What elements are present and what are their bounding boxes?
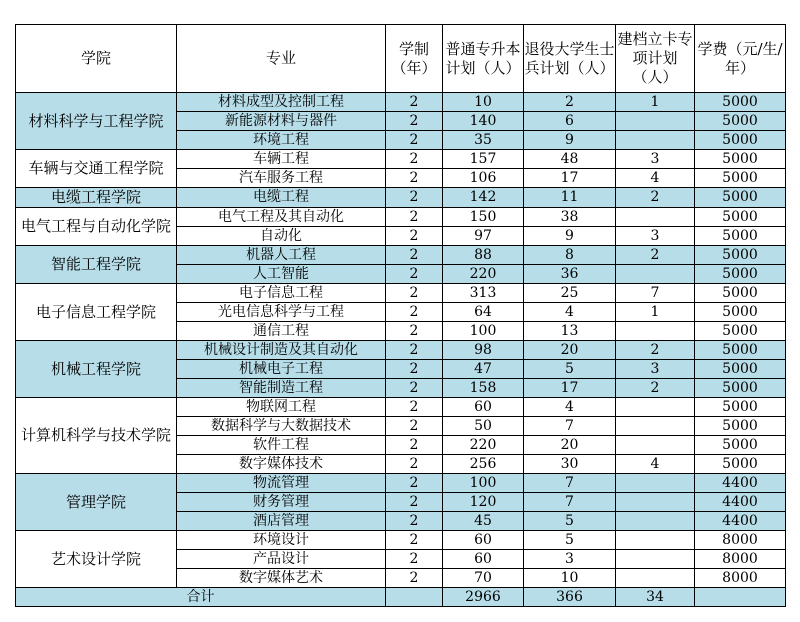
header-veteran-plan: 退役大学生士兵计划（人）	[524, 25, 616, 93]
veteran-plan-cell: 13	[524, 322, 616, 341]
total-veteran: 366	[524, 588, 616, 607]
veteran-plan-cell: 38	[524, 208, 616, 227]
years-cell: 2	[386, 512, 443, 531]
table-row	[16, 531, 786, 550]
poverty-plan-cell	[616, 550, 695, 569]
tuition-cell: 5000	[695, 398, 786, 417]
poverty-plan-cell: 1	[616, 93, 695, 112]
veteran-plan-cell: 48	[524, 150, 616, 169]
poverty-plan-cell: 3	[616, 360, 695, 379]
tuition-cell: 5000	[695, 360, 786, 379]
regular-plan-cell: 158	[443, 379, 524, 398]
total-regular: 2966	[443, 588, 524, 607]
college-cell: 管理学院	[16, 474, 177, 531]
years-cell: 2	[386, 208, 443, 227]
veteran-plan-cell: 2	[524, 93, 616, 112]
poverty-plan-cell: 2	[616, 379, 695, 398]
tuition-cell: 5000	[695, 322, 786, 341]
regular-plan-cell: 45	[443, 512, 524, 531]
tuition-cell: 5000	[695, 303, 786, 322]
years-cell: 2	[386, 531, 443, 550]
tuition-cell: 5000	[695, 284, 786, 303]
years-cell: 2	[386, 284, 443, 303]
header-years: 学制（年）	[386, 25, 443, 93]
tuition-cell: 5000	[695, 455, 786, 474]
veteran-plan-cell: 7	[524, 493, 616, 512]
regular-plan-cell: 120	[443, 493, 524, 512]
regular-plan-cell: 220	[443, 265, 524, 284]
major-cell: 通信工程	[177, 322, 386, 341]
major-cell: 智能制造工程	[177, 379, 386, 398]
veteran-plan-cell: 17	[524, 379, 616, 398]
college-cell: 电气工程与自动化学院	[16, 208, 177, 246]
total-row	[16, 588, 786, 607]
major-cell: 物流管理	[177, 474, 386, 493]
poverty-plan-cell	[616, 531, 695, 550]
veteran-plan-cell: 7	[524, 417, 616, 436]
regular-plan-cell: 47	[443, 360, 524, 379]
college-cell: 电缆工程学院	[16, 188, 177, 208]
tuition-cell: 5000	[695, 417, 786, 436]
years-cell: 2	[386, 112, 443, 131]
poverty-plan-cell: 1	[616, 303, 695, 322]
regular-plan-cell: 140	[443, 112, 524, 131]
years-cell: 2	[386, 398, 443, 417]
major-cell: 电子信息工程	[177, 284, 386, 303]
veteran-plan-cell: 36	[524, 265, 616, 284]
major-cell: 机械电子工程	[177, 360, 386, 379]
veteran-plan-cell: 3	[524, 550, 616, 569]
major-cell: 数字媒体艺术	[177, 569, 386, 588]
veteran-plan-cell: 4	[524, 398, 616, 417]
poverty-plan-cell	[616, 436, 695, 455]
veteran-plan-cell: 7	[524, 474, 616, 493]
college-cell: 电子信息工程学院	[16, 284, 177, 341]
regular-plan-cell: 157	[443, 150, 524, 169]
years-cell: 2	[386, 436, 443, 455]
years-cell: 2	[386, 227, 443, 246]
tuition-cell: 5000	[695, 131, 786, 150]
veteran-plan-cell: 5	[524, 360, 616, 379]
major-cell: 数字媒体技术	[177, 455, 386, 474]
poverty-plan-cell: 2	[616, 341, 695, 360]
major-cell: 环境设计	[177, 531, 386, 550]
college-cell: 机械工程学院	[16, 341, 177, 398]
major-cell: 软件工程	[177, 436, 386, 455]
years-cell: 2	[386, 417, 443, 436]
major-cell: 人工智能	[177, 265, 386, 284]
tuition-cell: 8000	[695, 569, 786, 588]
veteran-plan-cell: 4	[524, 303, 616, 322]
major-cell: 材料成型及控制工程	[177, 93, 386, 112]
major-cell: 电气工程及其自动化	[177, 208, 386, 227]
poverty-plan-cell	[616, 265, 695, 284]
table-row	[16, 246, 786, 265]
years-cell: 2	[386, 131, 443, 150]
years-cell: 2	[386, 265, 443, 284]
veteran-plan-cell: 5	[524, 512, 616, 531]
tuition-cell: 5000	[695, 150, 786, 169]
major-cell: 数据科学与大数据技术	[177, 417, 386, 436]
table-row	[16, 188, 786, 208]
veteran-plan-cell: 25	[524, 284, 616, 303]
table-row	[16, 474, 786, 493]
regular-plan-cell: 97	[443, 227, 524, 246]
poverty-plan-cell: 2	[616, 246, 695, 265]
table-row	[16, 284, 786, 303]
major-cell: 环境工程	[177, 131, 386, 150]
veteran-plan-cell: 8	[524, 246, 616, 265]
regular-plan-cell: 60	[443, 550, 524, 569]
poverty-plan-cell	[616, 208, 695, 227]
major-cell: 电缆工程	[177, 188, 386, 208]
tuition-cell: 8000	[695, 550, 786, 569]
regular-plan-cell: 98	[443, 341, 524, 360]
table-row	[16, 208, 786, 227]
college-cell: 计算机科学与技术学院	[16, 398, 177, 474]
years-cell: 2	[386, 322, 443, 341]
regular-plan-cell: 88	[443, 246, 524, 265]
table-body	[16, 93, 786, 607]
poverty-plan-cell	[616, 512, 695, 531]
table-row	[16, 150, 786, 169]
years-cell: 2	[386, 246, 443, 265]
header-regular-plan: 普通专升本计划（人）	[443, 25, 524, 93]
years-cell: 2	[386, 341, 443, 360]
poverty-plan-cell: 7	[616, 284, 695, 303]
regular-plan-cell: 142	[443, 188, 524, 208]
veteran-plan-cell: 9	[524, 131, 616, 150]
poverty-plan-cell	[616, 398, 695, 417]
college-cell: 车辆与交通工程学院	[16, 150, 177, 188]
enrollment-plan-table	[15, 24, 786, 607]
veteran-plan-cell: 17	[524, 169, 616, 188]
regular-plan-cell: 64	[443, 303, 524, 322]
regular-plan-cell: 10	[443, 93, 524, 112]
tuition-cell: 5000	[695, 379, 786, 398]
regular-plan-cell: 313	[443, 284, 524, 303]
tuition-cell: 5000	[695, 436, 786, 455]
total-label: 合计	[16, 588, 386, 607]
major-cell: 机器人工程	[177, 246, 386, 265]
veteran-plan-cell: 5	[524, 531, 616, 550]
years-cell: 2	[386, 379, 443, 398]
total-tuition-cell	[695, 588, 786, 607]
veteran-plan-cell: 6	[524, 112, 616, 131]
poverty-plan-cell: 4	[616, 455, 695, 474]
poverty-plan-cell	[616, 474, 695, 493]
tuition-cell: 5000	[695, 93, 786, 112]
total-poverty: 34	[616, 588, 695, 607]
poverty-plan-cell	[616, 322, 695, 341]
poverty-plan-cell: 3	[616, 150, 695, 169]
major-cell: 车辆工程	[177, 150, 386, 169]
veteran-plan-cell: 20	[524, 341, 616, 360]
tuition-cell: 5000	[695, 188, 786, 208]
veteran-plan-cell: 10	[524, 569, 616, 588]
years-cell: 2	[386, 550, 443, 569]
years-cell: 2	[386, 169, 443, 188]
major-cell: 新能源材料与器件	[177, 112, 386, 131]
table-row	[16, 398, 786, 417]
major-cell: 光电信息科学与工程	[177, 303, 386, 322]
years-cell: 2	[386, 93, 443, 112]
regular-plan-cell: 60	[443, 398, 524, 417]
regular-plan-cell: 256	[443, 455, 524, 474]
poverty-plan-cell: 3	[616, 227, 695, 246]
major-cell: 财务管理	[177, 493, 386, 512]
years-cell: 2	[386, 360, 443, 379]
regular-plan-cell: 106	[443, 169, 524, 188]
regular-plan-cell: 70	[443, 569, 524, 588]
major-cell: 自动化	[177, 227, 386, 246]
table-row	[16, 341, 786, 360]
header-poverty-plan: 建档立卡专项计划（人）	[616, 25, 695, 93]
veteran-plan-cell: 20	[524, 436, 616, 455]
major-cell: 机械设计制造及其自动化	[177, 341, 386, 360]
poverty-plan-cell	[616, 417, 695, 436]
major-cell: 酒店管理	[177, 512, 386, 531]
header-college: 学院	[16, 25, 177, 93]
tuition-cell: 5000	[695, 169, 786, 188]
years-cell: 2	[386, 455, 443, 474]
tuition-cell: 4400	[695, 512, 786, 531]
poverty-plan-cell	[616, 493, 695, 512]
college-cell: 智能工程学院	[16, 246, 177, 284]
years-cell: 2	[386, 188, 443, 208]
college-cell: 艺术设计学院	[16, 531, 177, 588]
years-cell: 2	[386, 569, 443, 588]
regular-plan-cell: 50	[443, 417, 524, 436]
major-cell: 汽车服务工程	[177, 169, 386, 188]
regular-plan-cell: 220	[443, 436, 524, 455]
tuition-cell: 5000	[695, 208, 786, 227]
tuition-cell: 5000	[695, 227, 786, 246]
poverty-plan-cell	[616, 131, 695, 150]
veteran-plan-cell: 11	[524, 188, 616, 208]
header-row	[16, 25, 786, 93]
veteran-plan-cell: 9	[524, 227, 616, 246]
header-tuition: 学费（元/生/年）	[695, 25, 786, 93]
regular-plan-cell: 150	[443, 208, 524, 227]
major-cell: 产品设计	[177, 550, 386, 569]
header-major: 专业	[177, 25, 386, 93]
tuition-cell: 5000	[695, 341, 786, 360]
college-cell: 材料科学与工程学院	[16, 93, 177, 150]
major-cell: 物联网工程	[177, 398, 386, 417]
years-cell: 2	[386, 493, 443, 512]
tuition-cell: 4400	[695, 474, 786, 493]
years-cell: 2	[386, 303, 443, 322]
total-years-cell	[386, 588, 443, 607]
poverty-plan-cell	[616, 112, 695, 131]
tuition-cell: 5000	[695, 246, 786, 265]
regular-plan-cell: 60	[443, 531, 524, 550]
years-cell: 2	[386, 150, 443, 169]
years-cell: 2	[386, 474, 443, 493]
table-row	[16, 93, 786, 112]
poverty-plan-cell: 2	[616, 188, 695, 208]
tuition-cell: 5000	[695, 112, 786, 131]
poverty-plan-cell	[616, 569, 695, 588]
tuition-cell: 8000	[695, 531, 786, 550]
poverty-plan-cell: 4	[616, 169, 695, 188]
regular-plan-cell: 100	[443, 474, 524, 493]
tuition-cell: 4400	[695, 493, 786, 512]
regular-plan-cell: 35	[443, 131, 524, 150]
veteran-plan-cell: 30	[524, 455, 616, 474]
regular-plan-cell: 100	[443, 322, 524, 341]
tuition-cell: 5000	[695, 265, 786, 284]
